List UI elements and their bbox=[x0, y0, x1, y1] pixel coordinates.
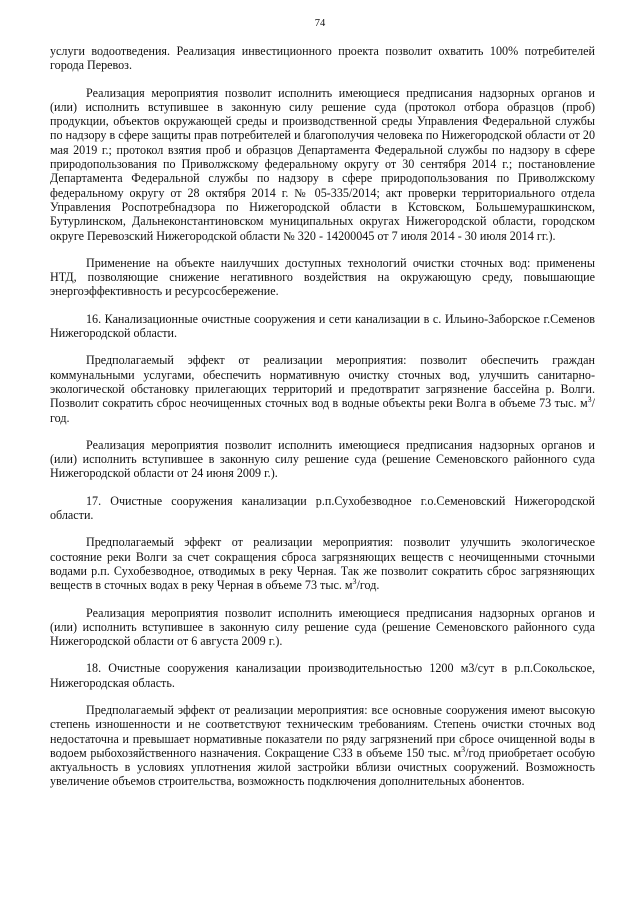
paragraph-item-16-court: Реализация мероприятия позволит исполнить имеющиеся предписания надзорных органов и (или) исполнить вступившее в законную силу решение суда (решение Семеновского районного суда Нижегородской области от 24 июня 2009 г.). bbox=[50, 437, 595, 481]
superscript: 3 bbox=[352, 577, 357, 587]
document-body bbox=[50, 44, 595, 802]
paragraph-best-technologies: Применение на объекте наилучших доступных технологий очистки сточных вод: применены НТД, позволяющие снижение негативного воздействия на окружающую среду, повышающие энергоэффективность и ресурсосбережение. bbox=[50, 255, 595, 299]
paragraph-text: Предполагаемый эффект от реализации мероприятия: позволит улучшить экологическое состояние реки Волги за счет сокращения сброса загрязняющих веществ с неочищенными сточными водами р.п. Сухобезводное, отводимых в реку Черная. Так же позволит сократить сброс загрязняющих веществ в сточных водах в реку Черная в объеме 73 тыс. м bbox=[50, 535, 595, 593]
paragraph-tail: /год. bbox=[356, 578, 380, 593]
superscript: 3 bbox=[587, 395, 592, 405]
paragraph-tail: /год приобретает особую актуальность в условиях уплотнения жилой застройки вблизи очистных сооружений. Возможность увеличение объемов строительства, возможность подключения дополнительных абонентов. bbox=[50, 745, 595, 789]
paragraph-item-17-court: Реализация мероприятия позволит исполнить имеющиеся предписания надзорных органов и (или) исполнить вступившее в законную силу решение суда (решение Семеновского районного суда Нижегородской области от 6 августа 2009 г.). bbox=[50, 605, 595, 649]
paragraph-continuation: услуги водоотведения. Реализация инвестиционного проекта позволит охватить 100% потребителей города Перевоз. bbox=[50, 44, 595, 73]
paragraph-text: Предполагаемый эффект от реализации мероприятия: позволит обеспечить граждан коммунальными услугами, обеспечить нормативную очистку сточных вод, улучшить санитарно-экологической обстановку прилегающих территорий и предотвратит загрязнение бассейна р. Волги. Позволит сократить сброс неочищенных сточных вод в водные объекты реки Волга в объеме 73 тыс. м bbox=[50, 353, 595, 411]
paragraph-tail: /год. bbox=[50, 396, 595, 425]
item-18-heading: 18. Очистные сооружения канализации производительностью 1200 м3/сут в р.п.Сокольское, Нижегородская область. bbox=[50, 661, 595, 690]
paragraph-item-17-effect bbox=[50, 535, 595, 592]
paragraph-text: Предполагаемый эффект от реализации мероприятия: все основные сооружения имеют высокую степень изношенности и не соответствуют техническим требованиям. Степень очистки сточных вод недостаточна и превышает нормативные показатели по ряду загрязнений при сбросе очищенной воды в водоем рыбохозяйственного назначения. Сокращение СЗЗ в объеме 150 тыс. м bbox=[50, 702, 595, 760]
item-17-heading: 17. Очистные сооружения канализации р.п.Сухобезводное г.о.Семеновский Нижегородской области. bbox=[50, 493, 595, 523]
page-number: 74 bbox=[314, 18, 326, 29]
paragraph-court-orders-perevoz: Реализация мероприятия позволит исполнить имеющиеся предписания надзорных органов и (или) исполнить вступившее в законную силу решение суда (протокол отбора образцов (проб) продукции, объектов окружающей среды и производственной среды Управления Федеральной службы по надзору в сфере защиты прав потребителей и благополучия человека по Нижегородской области от 20 мая 2019 г.; протокол взятия проб и образцов Департамента Федеральной службы по надзору в сфере природопользования по Приволжскому федеральному округу от 30 сентября 2014 г.; постановление Департамента Федеральной службы по надзору в сфере природопользования по Приволжскому федеральному округу от 28 октября 2014 г. № 05-335/2014; акт проверки территориального отдела Управления Роспотребнадзора по Нижегородской области в Кстовском, Большемурашкинском, Бутурлинском, Дальнеконстантиновском муниципальных округах Нижегородской области, городском округе Перевозский Нижегородской области № 320 - 14200045 от 7 июля 2014 - 30 июля 2014 гг.). bbox=[50, 85, 595, 243]
superscript: 3 bbox=[461, 744, 466, 754]
paragraph-item-18-effect bbox=[50, 703, 595, 789]
paragraph-item-16-effect bbox=[50, 353, 595, 424]
item-16-heading: 16. Канализационные очистные сооружения и сети канализации в с. Ильино-Заборское г.Семенов Нижегородской области. bbox=[50, 311, 595, 341]
